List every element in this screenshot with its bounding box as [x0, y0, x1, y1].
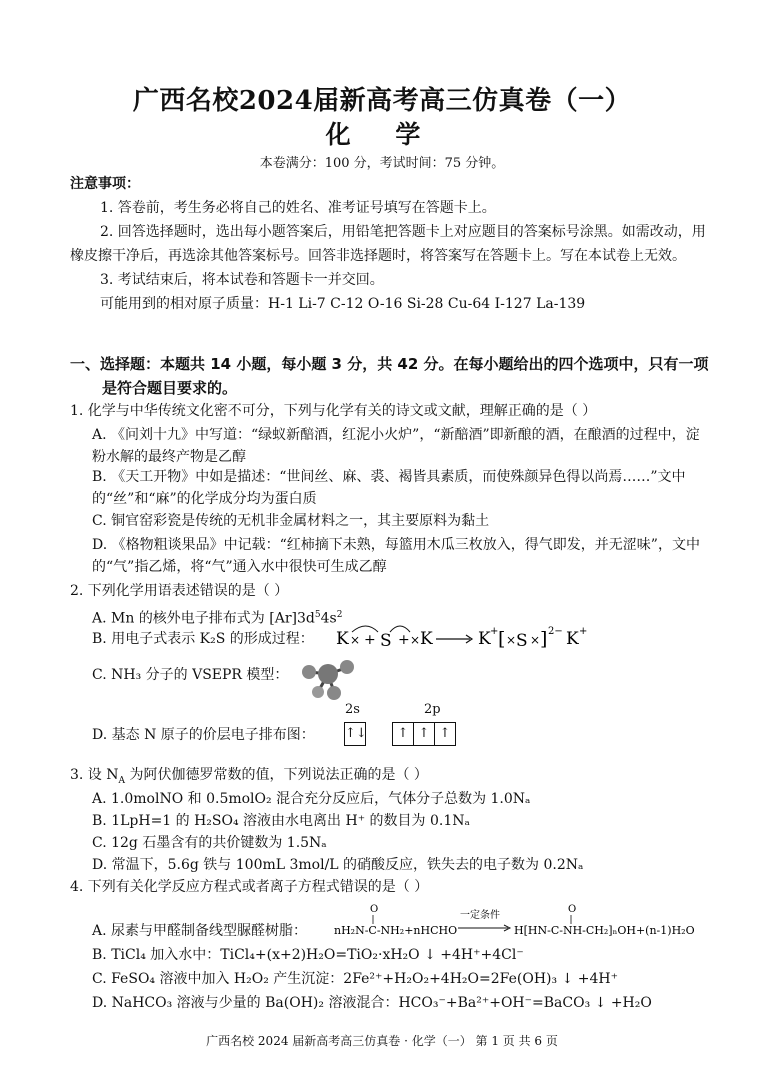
- atomic-masses: 可能用到的相对原子质量：H-1 Li-7 C-12 O-16 Si-28 Cu-64 I-127 La-139: [100, 296, 586, 312]
- question-4-option-c: C. FeSO₄ 溶液中加入 H₂O₂ 产生沉淀：2Fe²⁺+H₂O₂+4H₂O=2Fe(OH)₃ ↓ +4H⁺: [92, 971, 618, 987]
- k-ion-left: K: [478, 629, 491, 649]
- orbital-2p-boxes: [392, 722, 456, 746]
- question-3-option-a: A. 1.0molNO 和 0.5molO₂ 混合充分反应后，气体分子总数为 1.0Nₐ: [92, 791, 531, 807]
- q2-a-text: A. Mn 的核外电子排布式为 [Ar]3d: [92, 610, 315, 627]
- q2-a-sup1: 5: [314, 610, 321, 620]
- notice-item-1: 1. 答卷前，考生务必将自己的姓名、准考证号填写在答题卡上。: [100, 200, 496, 216]
- notice-item-2: 2. 回答选择题时，选出每小题答案后，用铅笔把答题卡上对应题目的答案标号涂黑。如需改动，用橡皮擦干净后，再选涂其他答案标号。回答非选择题时，将答案写在答题卡上。写在本试卷上无效。: [70, 224, 706, 264]
- bracket-left: [: [498, 628, 506, 650]
- plus-1: +: [364, 632, 376, 648]
- k-ion-left-charge: +: [490, 626, 499, 637]
- urea-resin-equation: [330, 898, 708, 944]
- s-ion-dot-right: ×: [530, 633, 541, 647]
- k-right-dot: ×: [410, 633, 421, 647]
- question-1-option-d: D. 《格物粗谈果品》中记载：“红柿摘下未熟，每篮用木瓜三枚放入，得气即发，并无涩味”，文中的“气”指乙烯，将“气”通入水中很快可生成乙醇: [92, 537, 700, 575]
- q3-stem-sub: A: [118, 775, 126, 786]
- question-3-option-d: D. 常温下，5.6g 铁与 100mL 3mol/L 的硝酸反应，铁失去的电子数为 0.2Nₐ: [92, 857, 584, 873]
- notice-item-3: 3. 考试结束后，将本试卷和答题卡一并交回。: [100, 272, 384, 288]
- bracket-right: ]: [540, 628, 548, 650]
- orbital-2p-z: ↑: [435, 722, 456, 746]
- notice-heading: 注意事项：: [70, 176, 140, 192]
- k-left-dot: ×: [350, 633, 361, 647]
- section-heading-line-2: 是符合题目要求的。: [102, 379, 238, 397]
- eq-left: nH₂N-C-NH₂+nHCHO: [334, 924, 458, 937]
- question-1-option-a: A. 《问刘十九》中写道：“绿蚁新醅酒，红泥小火炉”，“新醅酒”即新酿的酒，在酿酒的过程中，淀粉水解的最终产物是乙醇: [92, 427, 700, 465]
- section-heading: [70, 352, 710, 400]
- orbital-label-2s: 2s: [345, 702, 360, 717]
- question-4-option-b: B. TiCl₄ 加入水中：TiCl₄+(x+2)H₂O=TiO₂·xH₂O ↓ +4H⁺+4Cl⁻: [92, 947, 524, 963]
- question-3-option-b: B. 1LpH=1 的 H₂SO₄ 溶液由水电离出 H⁺ 的数目为 0.1Nₐ: [92, 813, 470, 829]
- eq-o-left: O: [370, 904, 379, 915]
- q2-c-label: C. NH₃ 分子的 VSEPR 模型：: [92, 667, 289, 683]
- page-title: 广西名校2024届新高考高三仿真卷（一）: [132, 86, 632, 116]
- plus-2: +: [398, 632, 410, 648]
- q2-b-label: B. 用电子式表示 K₂S 的形成过程：: [92, 631, 314, 647]
- orbital-2s: ↑↓: [344, 722, 366, 746]
- eq-condition: 一定条件: [460, 910, 500, 921]
- k-ion-right: K: [566, 629, 579, 649]
- s-ion-charge: 2−: [548, 626, 563, 637]
- question-2-stem: 2. 下列化学用语表述错误的是（ ）: [70, 583, 289, 599]
- q3-stem-b: 为阿伏伽德罗常数的值，下列说法正确的是（ ）: [125, 767, 428, 783]
- orbital-2s-box: [344, 722, 366, 746]
- k-right: K: [420, 629, 433, 649]
- score-info: 本卷满分：100 分，考试时间：75 分钟。: [259, 156, 505, 171]
- question-1-stem: 1. 化学与中华传统文化密不可分，下列与化学有关的诗文或文献，理解正确的是（ ）: [70, 403, 597, 419]
- question-2-option-c: [92, 664, 702, 686]
- question-3-option-c: C. 12g 石墨含有的共价键数为 1.5Nₐ: [92, 835, 327, 851]
- notice-block: [70, 172, 710, 316]
- s-ion-dot-left: ×: [506, 633, 517, 647]
- orbital-label-2p: 2p: [424, 702, 441, 717]
- question-4-option-d: D. NaHCO₃ 溶液与少量的 Ba(OH)₂ 溶液混合：HCO₃⁻+Ba²⁺+OH⁻=BaCO₃ ↓ +H₂O: [92, 995, 652, 1011]
- section-heading-line-1: 一、选择题：本题共 14 小题，每小题 3 分，共 42 分。在每小题给出的四个选项中，只有一项: [70, 355, 709, 373]
- q2-a-mid: 4s: [320, 610, 337, 627]
- question-4-stem: 4. 下列有关化学反应方程式或者离子方程式错误的是（ ）: [70, 879, 429, 895]
- k-ion-right-charge: +: [579, 626, 588, 637]
- s-atom: S: [380, 631, 392, 651]
- q2-d-label: D. 基态 N 原子的价层电子排布图：: [92, 727, 315, 743]
- question-1-option-c: C. 铜官窑彩瓷是传统的无机非金属材料之一，其主要原料为黏土: [92, 513, 490, 529]
- k2s-formation-diagram: [330, 618, 600, 658]
- q2-a-sup2: 2: [336, 610, 343, 620]
- orbital-2p-y: ↑: [414, 722, 435, 746]
- vsepr-model-icon: [298, 652, 358, 702]
- eq-right: H[HN-C-NH-CH₂]ₙOH+(n-1)H₂O: [514, 924, 695, 937]
- eq-o-right: O: [568, 904, 577, 915]
- orbital-2p-x: ↑: [392, 722, 414, 746]
- q3-stem-a: 3. 设 N: [70, 767, 119, 783]
- page-footer: 广西名校 2024 届新高考高三仿真卷 · 化学（一） 第 1 页 共 6 页: [206, 1034, 558, 1048]
- question-1-option-b: B. 《天工开物》中如是描述：“世间丝、麻、裘、褐皆具素质，而使殊颜异色得以尚焉……”文中的“丝”和“麻”的化学成分均为蛋白质: [92, 469, 686, 507]
- k-left: K: [336, 629, 349, 649]
- subject-title: 化 学: [325, 120, 439, 149]
- s-ion: S: [516, 631, 528, 651]
- q4-a-label: A. 尿素与甲醛制备线型脲醛树脂：: [92, 923, 308, 939]
